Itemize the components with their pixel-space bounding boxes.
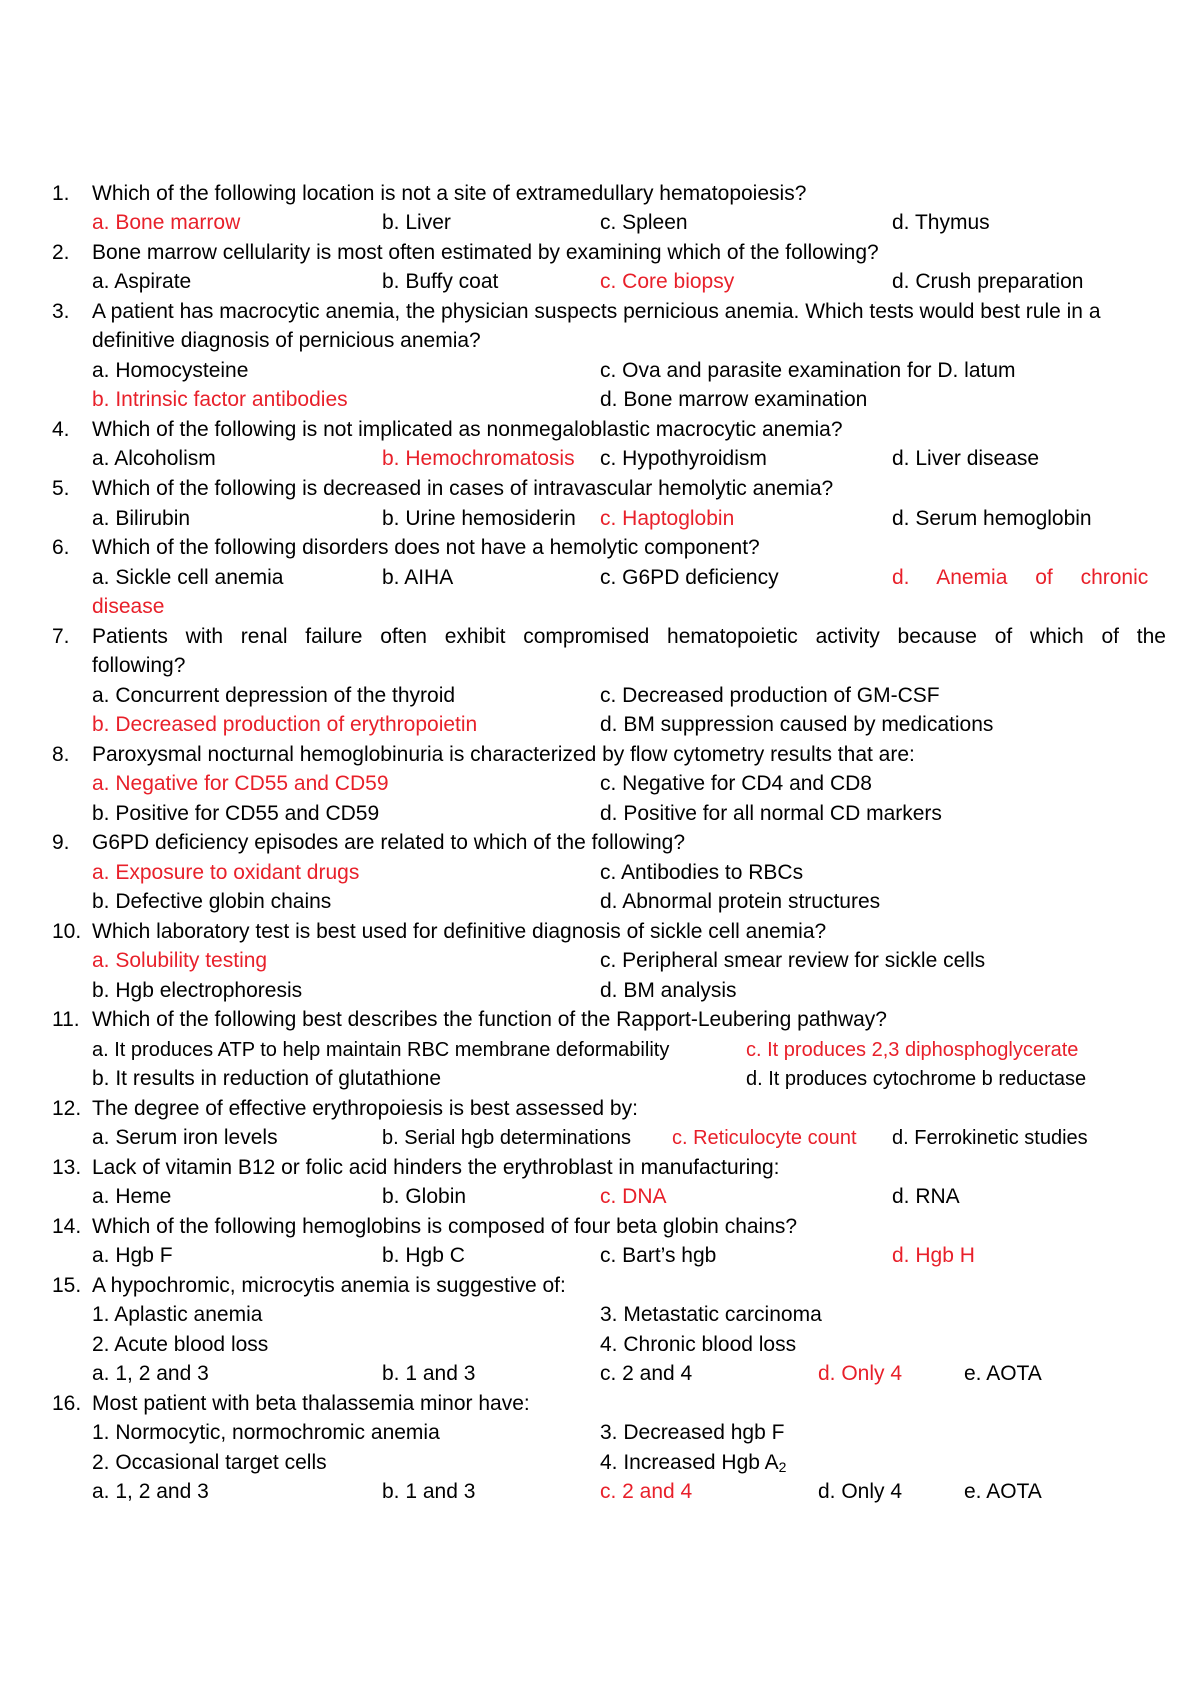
q4-option-b: b. Hemochromatosis	[382, 447, 575, 470]
q14-option-a: a. Hgb F	[92, 1244, 173, 1267]
question-4-text: Which of the following is not implicated as nonmegaloblastic macrocytic anemia?	[92, 418, 843, 441]
q5-option-a: a. Bilirubin	[92, 507, 191, 530]
question-6-text: Which of the following disorders does not have a hemolytic component?	[92, 536, 760, 559]
q16-item-3: 3. Decreased hgb F	[600, 1421, 785, 1444]
question-16-number: 16.	[52, 1392, 82, 1415]
q12-option-b: b. Serial hgb determinations	[382, 1127, 632, 1149]
q4-option-a: a. Alcoholism	[92, 447, 216, 470]
q13-option-d: d. RNA	[892, 1185, 960, 1208]
question-3-text-line2: definitive diagnosis of pernicious anemia?	[92, 329, 481, 352]
q6-option-b: b. AIHA	[382, 566, 454, 589]
q14-option-b: b. Hgb C	[382, 1244, 465, 1267]
q16-item-4-main: 4. Increased Hgb A	[600, 1451, 779, 1474]
question-15-number: 15.	[52, 1274, 82, 1297]
q8-option-a: a. Negative for CD55 and CD59	[92, 772, 389, 795]
question-14-number: 14.	[52, 1215, 82, 1238]
q1-option-d: d. Thymus	[892, 211, 990, 234]
question-1-text: Which of the following location is not a site of extramedullary hematopoiesis?	[92, 182, 807, 205]
q9-option-a: a. Exposure to oxidant drugs	[92, 861, 360, 884]
question-8-number: 8.	[52, 743, 70, 766]
q1-option-a: a. Bone marrow	[92, 211, 241, 234]
q15-option-d: d. Only 4	[818, 1362, 903, 1385]
q2-option-b: b. Buffy coat	[382, 270, 499, 293]
q7-option-a: a. Concurrent depression of the thyroid	[92, 684, 456, 707]
question-10-number: 10.	[52, 920, 82, 943]
question-11-text: Which of the following best describes the function of the Rapport-Leubering pathway?	[92, 1008, 887, 1031]
q3-option-d: d. Bone marrow examination	[600, 388, 868, 411]
q13-option-c: c. DNA	[600, 1185, 667, 1208]
question-9-text: G6PD deficiency episodes are related to which of the following?	[92, 831, 686, 854]
q16-item-2: 2. Occasional target cells	[92, 1451, 327, 1474]
q2-option-c: c. Core biopsy	[600, 270, 735, 293]
question-12-text: The degree of effective erythropoiesis is best assessed by:	[92, 1097, 638, 1120]
q15-item-2: 2. Acute blood loss	[92, 1333, 269, 1356]
q7-option-c: c. Decreased production of GM-CSF	[600, 684, 940, 707]
q10-option-c: c. Peripheral smear review for sickle cells	[600, 949, 986, 972]
q12-option-c: c. Reticulocyte count	[672, 1127, 857, 1149]
q9-option-b: b. Defective globin chains	[92, 890, 332, 913]
q11-option-a: a. It produces ATP to help maintain RBC membrane deformability	[92, 1039, 670, 1061]
question-8-text: Paroxysmal nocturnal hemoglobinuria is characterized by flow cytometry results that are:	[92, 743, 915, 766]
q13-option-a: a. Heme	[92, 1185, 172, 1208]
q1-option-c: c. Spleen	[600, 211, 688, 234]
q4-option-c: c. Hypothyroidism	[600, 447, 767, 470]
q9-option-d: d. Abnormal protein structures	[600, 890, 881, 913]
q16-option-d: d. Only 4	[818, 1480, 903, 1503]
q12-option-d: d. Ferrokinetic studies	[892, 1127, 1088, 1149]
q9-option-c: c. Antibodies to RBCs	[600, 861, 804, 884]
q3-option-b: b. Intrinsic factor antibodies	[92, 388, 348, 411]
question-6-number: 6.	[52, 536, 70, 559]
q11-option-b: b. It results in reduction of glutathione	[92, 1067, 442, 1090]
q6-option-d-line2: disease	[92, 595, 165, 618]
question-2-number: 2.	[52, 241, 70, 264]
q8-option-b: b. Positive for CD55 and CD59	[92, 802, 380, 825]
q5-option-b: b. Urine hemosiderin	[382, 507, 576, 530]
q10-option-a: a. Solubility testing	[92, 949, 268, 972]
q16-option-b: b. 1 and 3	[382, 1480, 476, 1503]
question-1-number: 1.	[52, 182, 70, 205]
q16-item-4	[600, 1449, 786, 1477]
q15-option-e: e. AOTA	[964, 1362, 1042, 1385]
question-3-number: 3.	[52, 300, 70, 323]
q4-option-d: d. Liver disease	[892, 447, 1040, 470]
question-5-number: 5.	[52, 477, 70, 500]
q15-option-a: a. 1, 2 and 3	[92, 1362, 209, 1385]
q1-option-b: b. Liver	[382, 211, 451, 234]
q15-item-1: 1. Aplastic anemia	[92, 1303, 263, 1326]
q8-option-d: d. Positive for all normal CD markers	[600, 802, 942, 825]
question-11-number: 11.	[52, 1008, 80, 1031]
question-15-text: A hypochromic, microcytis anemia is suggestive of:	[92, 1274, 566, 1297]
question-16-text: Most patient with beta thalassemia minor have:	[92, 1392, 530, 1415]
q16-item-1: 1. Normocytic, normochromic anemia	[92, 1421, 440, 1444]
q16-item-4-subscript: 2	[778, 1459, 787, 1475]
q6-option-d-line1: d. Anemia of chronic	[892, 566, 1149, 589]
question-7-text-line1: Patients with renal failure often exhibit compromised hematopoietic activity because of which of the	[92, 625, 1166, 648]
q5-option-c: c. Haptoglobin	[600, 507, 735, 530]
q10-option-b: b. Hgb electrophoresis	[92, 979, 303, 1002]
q15-option-b: b. 1 and 3	[382, 1362, 476, 1385]
question-12-number: 12.	[52, 1097, 82, 1120]
q14-option-d: d. Hgb H	[892, 1244, 975, 1267]
q2-option-d: d. Crush preparation	[892, 270, 1084, 293]
q15-item-3: 3. Metastatic carcinoma	[600, 1303, 822, 1326]
q10-option-d: d. BM analysis	[600, 979, 737, 1002]
q7-option-d: d. BM suppression caused by medications	[600, 713, 994, 736]
question-13-text: Lack of vitamin B12 or folic acid hinders the erythroblast in manufacturing:	[92, 1156, 780, 1179]
question-7-text-line2: following?	[92, 654, 186, 677]
q3-option-c: c. Ova and parasite examination for D. latum	[600, 359, 1016, 382]
q2-option-a: a. Aspirate	[92, 270, 192, 293]
question-10-text: Which laboratory test is best used for definitive diagnosis of sickle cell anemia?	[92, 920, 827, 943]
question-9-number: 9.	[52, 831, 70, 854]
question-5-text: Which of the following is decreased in cases of intravascular hemolytic anemia?	[92, 477, 834, 500]
q16-option-e: e. AOTA	[964, 1480, 1042, 1503]
question-4-number: 4.	[52, 418, 70, 441]
q5-option-d: d. Serum hemoglobin	[892, 507, 1092, 530]
q8-option-c: c. Negative for CD4 and CD8	[600, 772, 872, 795]
q13-option-b: b. Globin	[382, 1185, 467, 1208]
question-2-text: Bone marrow cellularity is most often estimated by examining which of the following?	[92, 241, 879, 264]
question-14-text: Which of the following hemoglobins is composed of four beta globin chains?	[92, 1215, 798, 1238]
q7-option-b: b. Decreased production of erythropoietin	[92, 713, 478, 736]
q16-option-c: c. 2 and 4	[600, 1480, 693, 1503]
q3-option-a: a. Homocysteine	[92, 359, 249, 382]
q6-option-a: a. Sickle cell anemia	[92, 566, 284, 589]
q6-option-c: c. G6PD deficiency	[600, 566, 779, 589]
q11-option-d: d. It produces cytochrome b reductase	[746, 1068, 1087, 1090]
question-13-number: 13.	[52, 1156, 82, 1179]
q14-option-c: c. Bart’s hgb	[600, 1244, 717, 1267]
q15-option-c: c. 2 and 4	[600, 1362, 693, 1385]
q12-option-a: a. Serum iron levels	[92, 1126, 278, 1149]
question-7-number: 7.	[52, 625, 70, 648]
q16-option-a: a. 1, 2 and 3	[92, 1480, 209, 1503]
q15-item-4: 4. Chronic blood loss	[600, 1333, 797, 1356]
q11-option-c: c. It produces 2,3 diphosphoglycerate	[746, 1039, 1079, 1061]
question-3-text-line1: A patient has macrocytic anemia, the physician suspects pernicious anemia. Which tests would best rule in a	[92, 300, 1101, 323]
